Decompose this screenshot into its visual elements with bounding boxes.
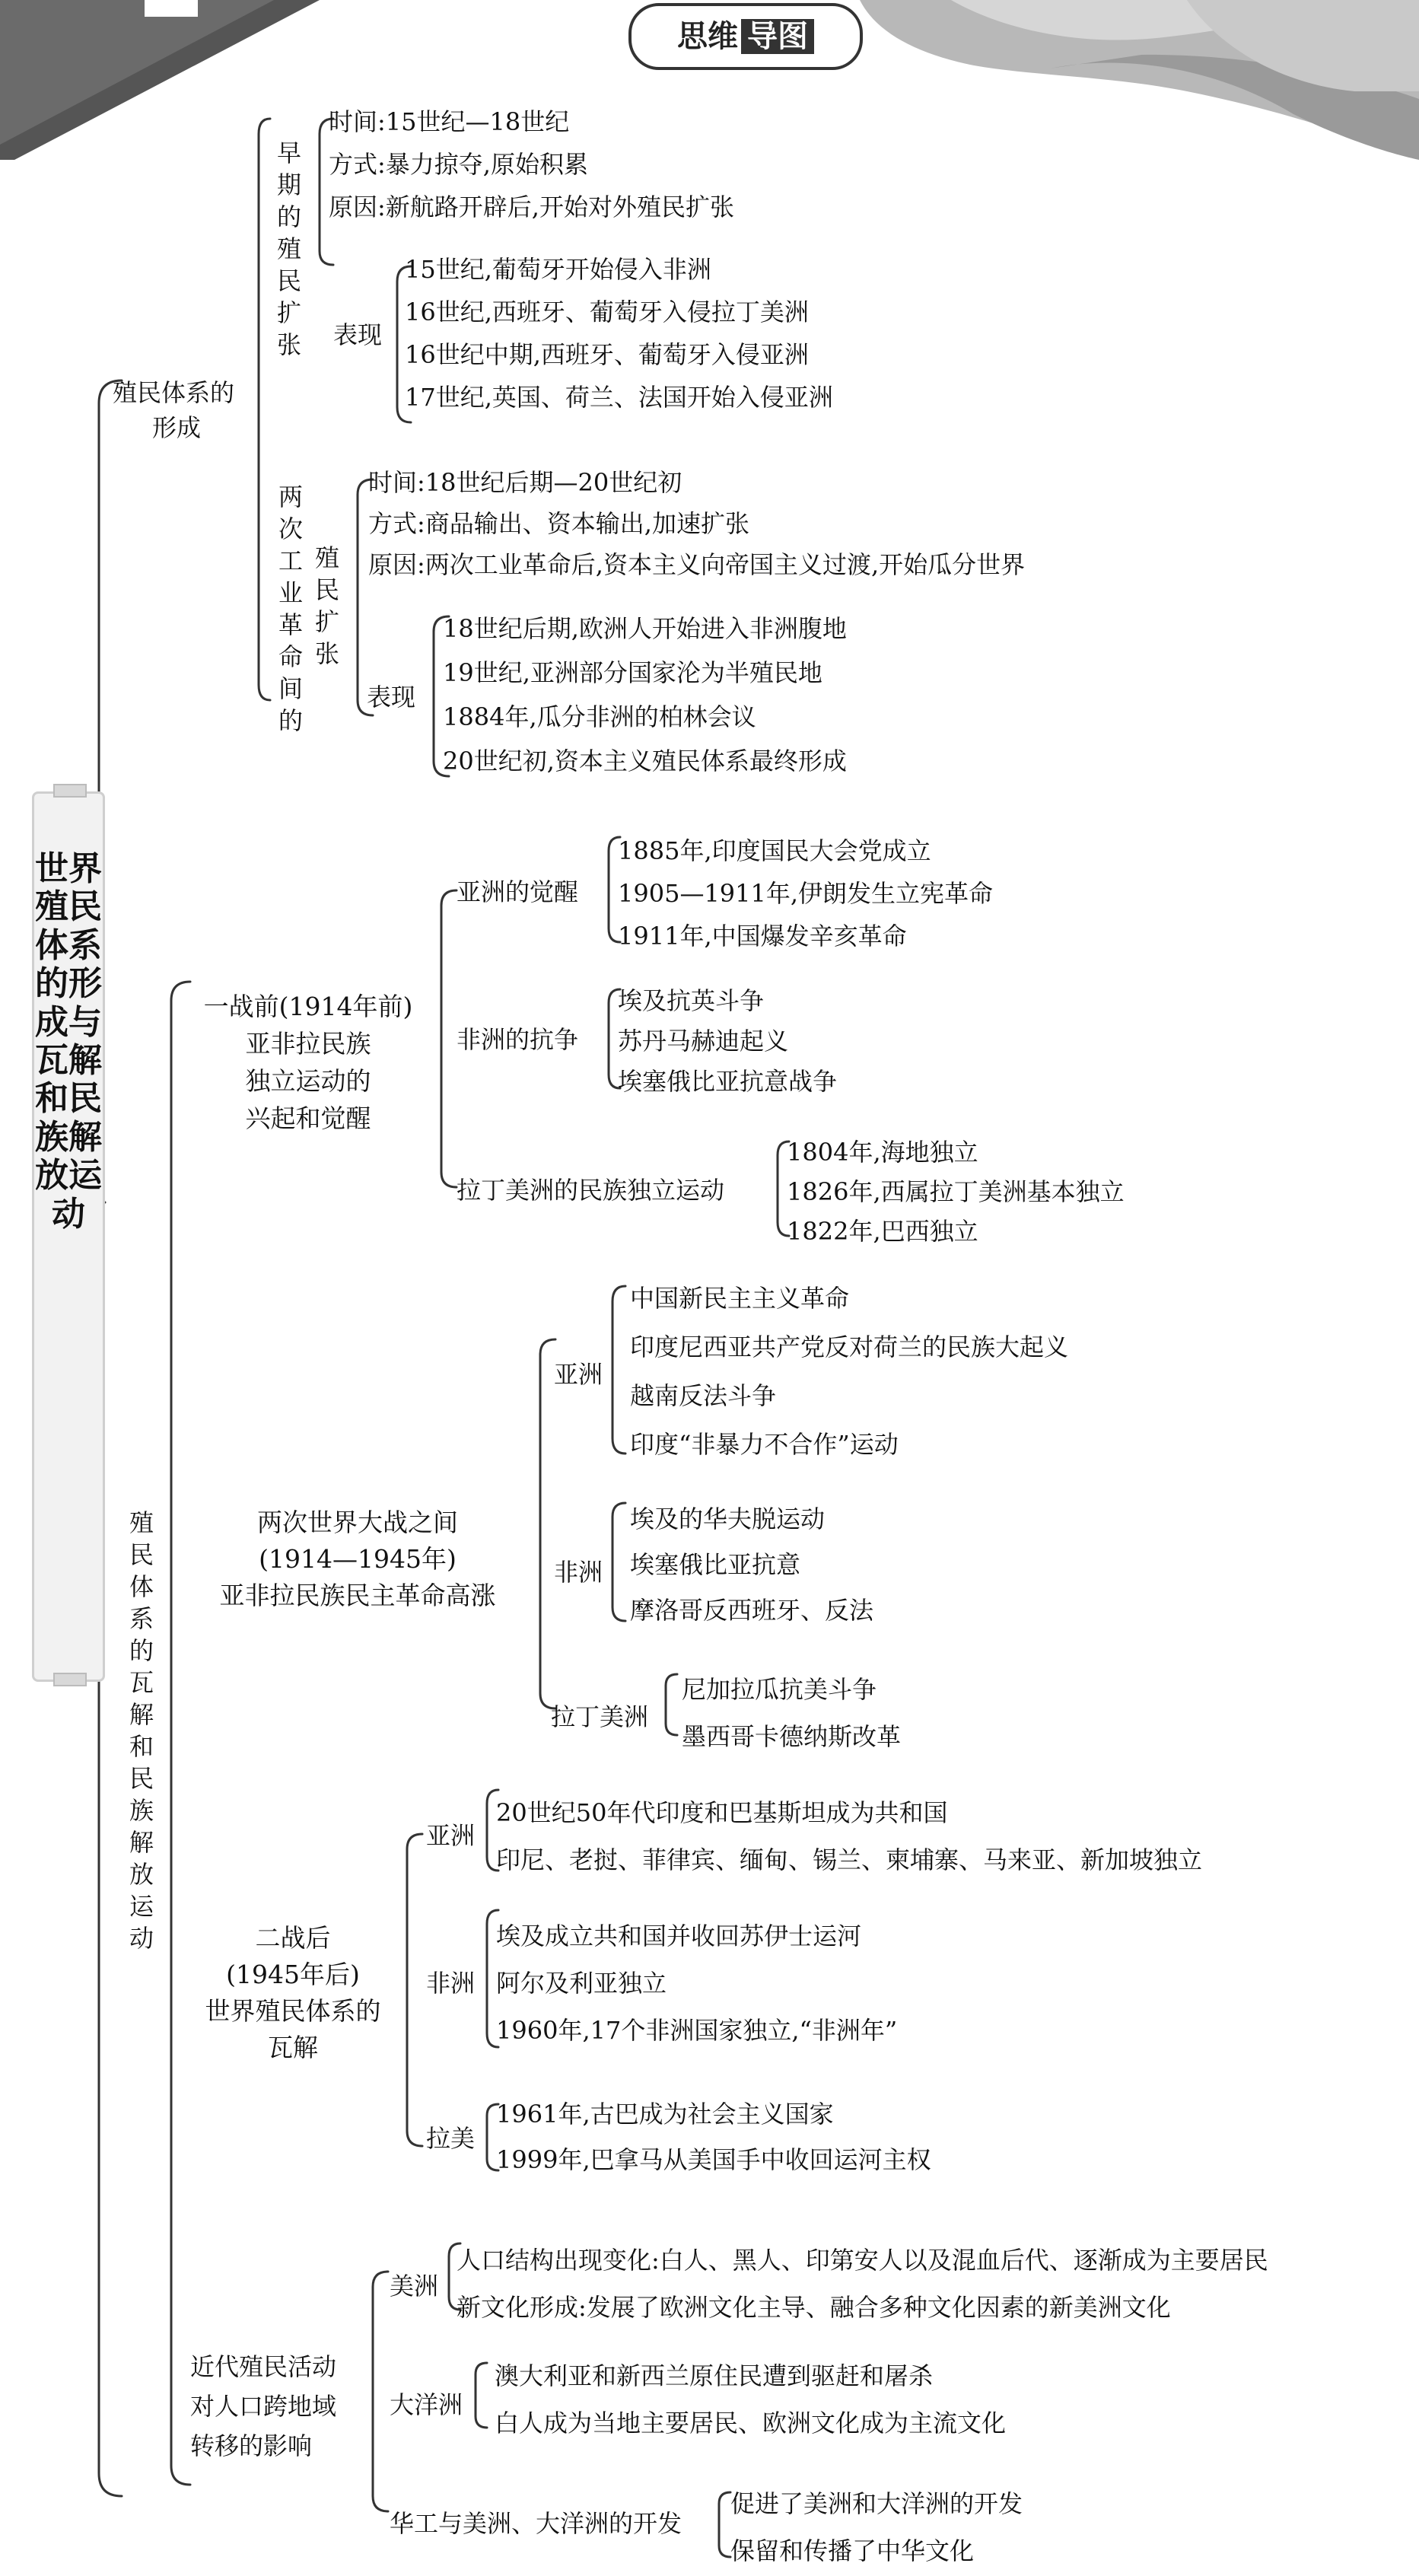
post-wwii-latam-item: 1961年,古巴成为社会主义国家 bbox=[496, 2100, 834, 2129]
industrial-expansion-label-2: 殖民扩张 bbox=[314, 543, 339, 668]
interwar-latam-label: 拉丁美洲 bbox=[551, 1702, 649, 1731]
pre-wwi-africa-label: 非洲的抗争 bbox=[457, 1025, 579, 1054]
early-performance-item: 17世纪,英国、荷兰、法国开始入侵亚洲 bbox=[405, 383, 833, 412]
post-wwii-line: (1945年后) bbox=[226, 1960, 360, 1989]
interwar-asia-item: 越南反法斗争 bbox=[630, 1381, 777, 1410]
pre-wwi-asia-item: 1911年,中国爆发辛亥革命 bbox=[618, 922, 907, 950]
post-wwii-latam-label: 拉美 bbox=[426, 2124, 476, 2153]
interwar-line: 亚非拉民族民主革命高涨 bbox=[219, 1581, 496, 1610]
migration-line: 转移的影响 bbox=[190, 2431, 313, 2460]
badge-text: 思维 bbox=[677, 19, 738, 54]
pre-wwi-line: 亚非拉民族 bbox=[245, 1029, 371, 1059]
migration-chinese-item: 保留和传播了中华文化 bbox=[730, 2536, 975, 2565]
early-performance-label: 表现 bbox=[333, 320, 383, 349]
post-wwii-asia-item: 印尼、老挝、菲律宾、缅甸、锡兰、柬埔寨、马来亚、新加坡独立 bbox=[496, 1845, 1203, 1874]
interwar-line: 两次世界大战之间 bbox=[257, 1508, 458, 1537]
early-time: 时间:15世纪—18世纪 bbox=[329, 107, 570, 136]
interwar-africa-item: 摩洛哥反西班牙、反法 bbox=[630, 1596, 874, 1625]
post-wwii-africa-item: 埃及成立共和国并收回苏伊士运河 bbox=[496, 1922, 862, 1950]
interwar-asia-item: 印度“非暴力不合作”运动 bbox=[630, 1430, 899, 1459]
post-wwii-africa-item: 1960年,17个非洲国家独立,“非洲年” bbox=[496, 2016, 898, 2045]
interwar-line: (1914—1945年) bbox=[259, 1544, 457, 1574]
interwar-latam-item: 墨西哥卡德纳斯改革 bbox=[682, 1722, 902, 1751]
post-wwii-africa-item: 阿尔及利亚独立 bbox=[496, 1969, 667, 1998]
badge-highlight-text: 导图 bbox=[741, 19, 814, 54]
early-performance-item: 16世纪中期,西班牙、葡萄牙入侵亚洲 bbox=[405, 340, 809, 369]
industrial-time: 时间:18世纪后期—20世纪初 bbox=[368, 468, 682, 497]
title-scroll-cap-bottom bbox=[53, 1673, 87, 1686]
interwar-latam-item: 尼加拉瓜抗美斗争 bbox=[682, 1675, 877, 1704]
post-wwii-line: 二战后 bbox=[255, 1923, 331, 1953]
industrial-way: 方式:商品输出、资本输出,加速扩张 bbox=[368, 509, 749, 538]
industrial-performance-item: 19世纪,亚洲部分国家沦为半殖民地 bbox=[443, 658, 822, 687]
industrial-cause: 原因:两次工业革命后,资本主义向帝国主义过渡,开始瓜分世界 bbox=[368, 550, 1026, 579]
interwar-asia-label: 亚洲 bbox=[554, 1360, 603, 1389]
industrial-performance-label: 表现 bbox=[367, 683, 416, 712]
interwar-asia-item: 印度尼西亚共产党反对荷兰的民族大起义 bbox=[630, 1333, 1069, 1361]
early-way: 方式:暴力掠夺,原始积累 bbox=[329, 150, 588, 179]
pre-wwi-africa-item: 埃塞俄比亚抗意战争 bbox=[618, 1067, 838, 1096]
industrial-performance-item: 1884年,瓜分非洲的柏林会议 bbox=[443, 702, 756, 731]
pre-wwi-latam-item: 1804年,海地独立 bbox=[787, 1138, 978, 1167]
industrial-performance-item: 18世纪后期,欧洲人开始进入非洲腹地 bbox=[443, 614, 847, 643]
migration-chinese-item: 促进了美洲和大洋洲的开发 bbox=[730, 2489, 1023, 2518]
post-wwii-line: 世界殖民体系的 bbox=[205, 1996, 381, 2026]
pre-wwi-africa-item: 埃及抗英斗争 bbox=[618, 986, 765, 1015]
pre-wwi-asia-item: 1905—1911年,伊朗发生立宪革命 bbox=[618, 879, 994, 908]
post-wwii-africa-label: 非洲 bbox=[426, 1969, 476, 1998]
post-wwii-latam-item: 1999年,巴拿马从美国手中收回运河主权 bbox=[496, 2145, 931, 2174]
pre-wwi-asia-label: 亚洲的觉醒 bbox=[457, 877, 579, 906]
early-performance-item: 16世纪,西班牙、葡萄牙入侵拉丁美洲 bbox=[405, 298, 809, 326]
pre-wwi-latam-label: 拉丁美洲的民族独立运动 bbox=[457, 1176, 725, 1205]
interwar-africa-item: 埃及的华夫脱运动 bbox=[630, 1505, 826, 1533]
interwar-asia-item: 中国新民主主义革命 bbox=[630, 1284, 850, 1313]
post-wwii-line: 瓦解 bbox=[268, 2033, 318, 2062]
formation-label-line2: 形成 bbox=[152, 413, 202, 442]
migration-chinese-label: 华工与美洲、大洋洲的开发 bbox=[390, 2509, 682, 2538]
migration-oceania-item: 澳大利亚和新西兰原住民遭到驱赶和屠杀 bbox=[495, 2361, 934, 2390]
pre-wwi-line: 兴起和觉醒 bbox=[245, 1103, 371, 1133]
industrial-expansion-label: 两次工业革命间的 bbox=[278, 482, 303, 735]
post-wwii-asia-item: 20世纪50年代印度和巴基斯坦成为共和国 bbox=[496, 1798, 948, 1827]
root-title: 世界殖民体系的形成与瓦解和民族解放运动 bbox=[35, 849, 102, 1234]
industrial-performance-item: 20世纪初,资本主义殖民体系最终形成 bbox=[443, 747, 847, 775]
migration-oceania-label: 大洋洲 bbox=[390, 2390, 463, 2419]
formation-label: 殖民体系的 bbox=[113, 378, 235, 407]
migration-oceania-item: 白人成为当地主要居民、欧洲文化成为主流文化 bbox=[495, 2409, 1007, 2437]
migration-americas-item: 新文化形成:发展了欧洲文化主导、融合多种文化因素的新美洲文化 bbox=[457, 2293, 1171, 2322]
migration-line: 近代殖民活动 bbox=[190, 2352, 337, 2381]
pre-wwi-latam-item: 1822年,巴西独立 bbox=[787, 1217, 978, 1246]
root-title-box bbox=[32, 791, 105, 1682]
migration-americas-label: 美洲 bbox=[390, 2272, 439, 2301]
interwar-africa-item: 埃塞俄比亚抗意 bbox=[630, 1550, 801, 1579]
pre-wwi-latam-item: 1826年,西属拉丁美洲基本独立 bbox=[787, 1177, 1125, 1206]
pre-wwi-asia-item: 1885年,印度国民大会党成立 bbox=[618, 836, 931, 865]
early-performance-item: 15世纪,葡萄牙开始侵入非洲 bbox=[405, 255, 711, 284]
migration-line: 对人口跨地域 bbox=[190, 2392, 337, 2421]
pre-wwi-africa-item: 苏丹马赫迪起义 bbox=[618, 1027, 789, 1056]
pre-wwi-line: 一战前(1914年前) bbox=[203, 992, 413, 1021]
interwar-africa-label: 非洲 bbox=[554, 1558, 603, 1587]
migration-americas-item: 人口结构出现变化:白人、黑人、印第安人以及混血后代、逐渐成为主要居民 bbox=[457, 2246, 1268, 2275]
early-cause: 原因:新航路开辟后,开始对外殖民扩张 bbox=[329, 193, 734, 221]
early-expansion-label: 早期的殖民扩张 bbox=[276, 139, 301, 359]
post-wwii-asia-label: 亚洲 bbox=[426, 1821, 476, 1850]
collapse-label: 殖民体系的瓦解和民族解放运动 bbox=[129, 1508, 154, 1953]
title-scroll-cap-top bbox=[53, 784, 87, 798]
pre-wwi-line: 独立运动的 bbox=[245, 1066, 371, 1096]
